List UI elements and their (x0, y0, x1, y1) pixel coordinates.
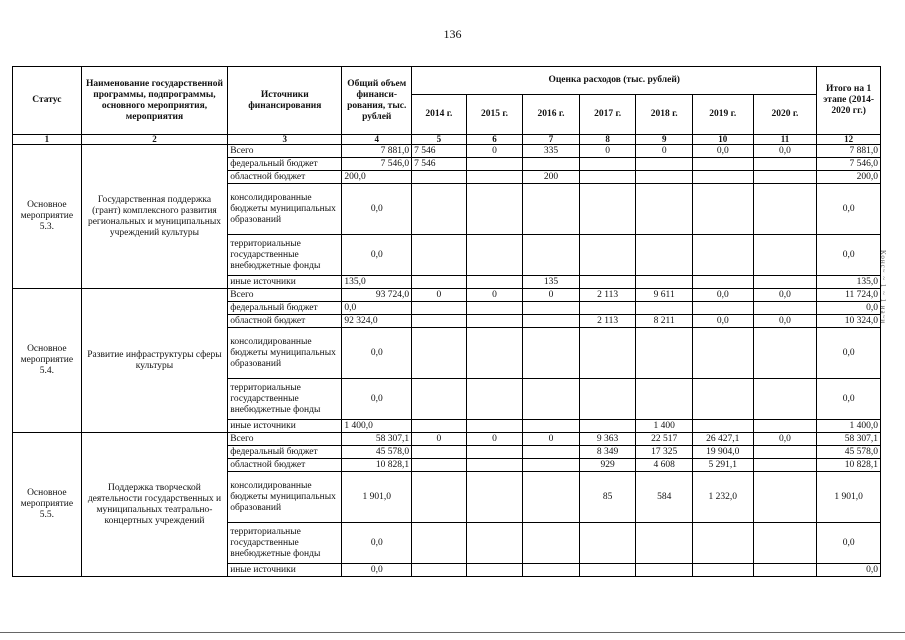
header-year-2016: 2016 г. (523, 95, 580, 135)
final-cell: 58 307,1 (817, 433, 881, 446)
header-final: Итого на 1 этапе (2014-2020 гг.) (817, 67, 881, 135)
year-2016-cell (523, 158, 580, 171)
year-2019-cell (692, 158, 753, 171)
year-2018-cell (636, 184, 693, 235)
year-2015-cell (466, 564, 523, 577)
source-cell: Всего (228, 145, 342, 158)
measure-name-cell: Развитие инфраструктуры сферы культуры (81, 289, 228, 433)
year-2018-cell (636, 523, 693, 564)
source-cell: территориальные государственные внебюджетные фонды (228, 523, 342, 564)
year-2014-cell (412, 523, 467, 564)
final-cell: 45 578,0 (817, 446, 881, 459)
page-bottom-edge (0, 632, 905, 633)
year-2014-cell (412, 459, 467, 472)
column-number: 8 (579, 135, 636, 145)
year-2019-cell (692, 328, 753, 379)
year-2018-cell: 4 608 (636, 459, 693, 472)
year-2019-cell (692, 302, 753, 315)
year-2016-cell: 0 (523, 433, 580, 446)
year-2020-cell (753, 420, 817, 433)
year-2015-cell (466, 184, 523, 235)
year-2019-cell: 0,0 (692, 315, 753, 328)
column-number: 2 (81, 135, 228, 145)
year-2016-cell (523, 564, 580, 577)
total-cell: 0,0 (342, 564, 412, 577)
year-2019-cell (692, 184, 753, 235)
source-cell: областной бюджет (228, 315, 342, 328)
year-2017-cell (579, 276, 636, 289)
year-2020-cell (753, 235, 817, 276)
final-cell: 7 546,0 (817, 158, 881, 171)
header-name: Наименование государственной программы, подпрограммы, основного мероприятия, мероприятия (81, 67, 228, 135)
column-number: 10 (692, 135, 753, 145)
year-2014-cell: 7 546 (412, 158, 467, 171)
header-status: Статус (13, 67, 82, 135)
year-2018-cell (636, 328, 693, 379)
year-2019-cell (692, 564, 753, 577)
status-cell: Основное мероприятие 5.3. (13, 145, 82, 289)
total-cell: 10 828,1 (342, 459, 412, 472)
year-2017-cell (579, 379, 636, 420)
total-cell: 92 324,0 (342, 315, 412, 328)
year-2015-cell (466, 523, 523, 564)
year-2015-cell: 0 (466, 289, 523, 302)
year-2017-cell: 85 (579, 472, 636, 523)
year-2015-cell: 0 (466, 145, 523, 158)
column-number: 4 (342, 135, 412, 145)
year-2018-cell: 17 325 (636, 446, 693, 459)
year-2015-cell (466, 276, 523, 289)
source-cell: Всего (228, 433, 342, 446)
year-2015-cell (466, 171, 523, 184)
source-cell: федеральный бюджет (228, 302, 342, 315)
year-2017-cell (579, 328, 636, 379)
year-2018-cell (636, 171, 693, 184)
total-cell: 135,0 (342, 276, 412, 289)
year-2015-cell (466, 420, 523, 433)
final-cell: 200,0 (817, 171, 881, 184)
year-2019-cell (692, 276, 753, 289)
header-year-2014: 2014 г. (412, 95, 467, 135)
source-cell: Всего (228, 289, 342, 302)
year-2017-cell: 2 113 (579, 315, 636, 328)
year-2019-cell: 26 427,1 (692, 433, 753, 446)
final-cell: 0,0 (817, 235, 881, 276)
total-cell: 7 546,0 (342, 158, 412, 171)
header-total: Общий объем финанси-рования, тыс. рублей (342, 67, 412, 135)
table-row (13, 289, 881, 302)
total-cell: 45 578,0 (342, 446, 412, 459)
total-cell: 0,0 (342, 235, 412, 276)
year-2018-cell (636, 302, 693, 315)
year-2015-cell (466, 235, 523, 276)
year-2014-cell (412, 315, 467, 328)
year-2017-cell: 9 363 (579, 433, 636, 446)
year-2015-cell (466, 315, 523, 328)
final-cell: 10 324,0 (817, 315, 881, 328)
source-cell: иные источники (228, 420, 342, 433)
year-2020-cell (753, 328, 817, 379)
source-cell: областной бюджет (228, 459, 342, 472)
year-2016-cell: 135 (523, 276, 580, 289)
source-cell: территориальные государственные внебюджетные фонды (228, 235, 342, 276)
year-2017-cell (579, 420, 636, 433)
column-number: 9 (636, 135, 693, 145)
measure-name-cell: Государственная поддержка (грант) комплексного развития региональных и муниципальных учреждений культуры (81, 145, 228, 289)
margin-handwritten-note: Конс~ ~ 1 ~ 1 иа~и (879, 250, 887, 325)
year-2020-cell: 0,0 (753, 315, 817, 328)
final-cell: 0,0 (817, 564, 881, 577)
total-cell: 0,0 (342, 184, 412, 235)
total-cell: 1 400,0 (342, 420, 412, 433)
source-cell: федеральный бюджет (228, 158, 342, 171)
year-2017-cell: 929 (579, 459, 636, 472)
total-cell: 1 901,0 (342, 472, 412, 523)
year-2020-cell (753, 446, 817, 459)
final-cell: 0,0 (817, 302, 881, 315)
source-cell: консолидированные бюджеты муниципальных образований (228, 328, 342, 379)
header-year-2020: 2020 г. (753, 95, 817, 135)
measure-name-cell: Поддержка творческой деятельности государственных и муниципальных театрально-концертных учреждений (81, 433, 228, 577)
year-2020-cell (753, 564, 817, 577)
year-2014-cell (412, 564, 467, 577)
source-cell: областной бюджет (228, 171, 342, 184)
final-cell: 1 901,0 (817, 472, 881, 523)
year-2014-cell (412, 328, 467, 379)
source-cell: консолидированные бюджеты муниципальных образований (228, 472, 342, 523)
status-cell: Основное мероприятие 5.5. (13, 433, 82, 577)
year-2019-cell: 19 904,0 (692, 446, 753, 459)
year-2015-cell (466, 379, 523, 420)
year-2014-cell: 0 (412, 433, 467, 446)
year-2014-cell (412, 446, 467, 459)
total-cell: 7 881,0 (342, 145, 412, 158)
column-number: 7 (523, 135, 580, 145)
total-cell: 0,0 (342, 523, 412, 564)
year-2017-cell (579, 523, 636, 564)
year-2018-cell: 0 (636, 145, 693, 158)
column-number: 6 (466, 135, 523, 145)
year-2020-cell (753, 276, 817, 289)
year-2019-cell (692, 171, 753, 184)
year-2017-cell (579, 235, 636, 276)
year-2015-cell: 0 (466, 433, 523, 446)
year-2019-cell: 1 232,0 (692, 472, 753, 523)
year-2020-cell (753, 459, 817, 472)
year-2018-cell (636, 158, 693, 171)
year-2015-cell (466, 472, 523, 523)
year-2020-cell: 0,0 (753, 145, 817, 158)
column-number: 3 (228, 135, 342, 145)
page-number: 136 (443, 27, 462, 41)
year-2014-cell (412, 171, 467, 184)
year-2014-cell (412, 472, 467, 523)
source-cell: иные источники (228, 564, 342, 577)
column-number: 12 (817, 135, 881, 145)
year-2018-cell (636, 235, 693, 276)
year-2017-cell: 8 349 (579, 446, 636, 459)
source-cell: иные источники (228, 276, 342, 289)
header-year-2019: 2019 г. (692, 95, 753, 135)
year-2019-cell: 5 291,1 (692, 459, 753, 472)
year-2020-cell (753, 184, 817, 235)
year-2015-cell (466, 158, 523, 171)
year-2018-cell: 584 (636, 472, 693, 523)
year-2017-cell: 2 113 (579, 289, 636, 302)
total-cell: 0,0 (342, 302, 412, 315)
year-2016-cell (523, 472, 580, 523)
year-2017-cell (579, 564, 636, 577)
final-cell: 1 400,0 (817, 420, 881, 433)
year-2019-cell: 0,0 (692, 289, 753, 302)
year-2020-cell (753, 472, 817, 523)
total-cell: 58 307,1 (342, 433, 412, 446)
financing-table (12, 66, 881, 577)
year-2018-cell: 9 611 (636, 289, 693, 302)
year-2018-cell: 1 400 (636, 420, 693, 433)
source-cell: консолидированные бюджеты муниципальных образований (228, 184, 342, 235)
total-cell: 200,0 (342, 171, 412, 184)
final-cell: 0,0 (817, 328, 881, 379)
final-cell: 0,0 (817, 379, 881, 420)
year-2020-cell (753, 171, 817, 184)
year-2016-cell (523, 302, 580, 315)
year-2020-cell (753, 302, 817, 315)
year-2016-cell (523, 420, 580, 433)
year-2016-cell: 335 (523, 145, 580, 158)
final-cell: 7 881,0 (817, 145, 881, 158)
year-2014-cell: 0 (412, 289, 467, 302)
final-cell: 0,0 (817, 184, 881, 235)
year-2018-cell: 22 517 (636, 433, 693, 446)
year-2019-cell (692, 379, 753, 420)
final-cell: 135,0 (817, 276, 881, 289)
column-number: 11 (753, 135, 817, 145)
year-2017-cell (579, 184, 636, 235)
year-2015-cell (466, 302, 523, 315)
year-2016-cell: 200 (523, 171, 580, 184)
header-estimate: Оценка расходов (тыс. рублей) (412, 67, 817, 95)
year-2016-cell (523, 459, 580, 472)
year-2014-cell: 7 546 (412, 145, 467, 158)
table-row (13, 433, 881, 446)
year-2016-cell (523, 523, 580, 564)
year-2020-cell (753, 379, 817, 420)
source-cell: территориальные государственные внебюджетные фонды (228, 379, 342, 420)
year-2017-cell (579, 158, 636, 171)
year-2018-cell: 8 211 (636, 315, 693, 328)
year-2016-cell (523, 446, 580, 459)
status-cell: Основное мероприятие 5.4. (13, 289, 82, 433)
year-2014-cell (412, 420, 467, 433)
total-cell: 0,0 (342, 379, 412, 420)
header-year-2018: 2018 г. (636, 95, 693, 135)
year-2018-cell (636, 276, 693, 289)
year-2018-cell (636, 379, 693, 420)
year-2020-cell: 0,0 (753, 433, 817, 446)
year-2016-cell (523, 184, 580, 235)
header-year-2017: 2017 г. (579, 95, 636, 135)
year-2016-cell: 0 (523, 289, 580, 302)
total-cell: 93 724,0 (342, 289, 412, 302)
year-2019-cell (692, 235, 753, 276)
year-2014-cell (412, 379, 467, 420)
year-2016-cell (523, 315, 580, 328)
year-2018-cell (636, 564, 693, 577)
header-year-2015: 2015 г. (466, 95, 523, 135)
column-number: 5 (412, 135, 467, 145)
year-2017-cell (579, 171, 636, 184)
year-2016-cell (523, 328, 580, 379)
year-2014-cell (412, 184, 467, 235)
total-cell: 0,0 (342, 328, 412, 379)
year-2016-cell (523, 379, 580, 420)
final-cell: 11 724,0 (817, 289, 881, 302)
year-2014-cell (412, 235, 467, 276)
year-2020-cell: 0,0 (753, 289, 817, 302)
year-2017-cell: 0 (579, 145, 636, 158)
table-row (13, 145, 881, 158)
year-2019-cell (692, 523, 753, 564)
year-2019-cell (692, 420, 753, 433)
year-2015-cell (466, 328, 523, 379)
year-2015-cell (466, 459, 523, 472)
year-2014-cell (412, 276, 467, 289)
final-cell: 0,0 (817, 523, 881, 564)
final-cell: 10 828,1 (817, 459, 881, 472)
year-2014-cell (412, 302, 467, 315)
year-2015-cell (466, 446, 523, 459)
column-number: 1 (13, 135, 82, 145)
source-cell: федеральный бюджет (228, 446, 342, 459)
year-2020-cell (753, 158, 817, 171)
year-2016-cell (523, 235, 580, 276)
year-2017-cell (579, 302, 636, 315)
year-2019-cell: 0,0 (692, 145, 753, 158)
header-source: Источники финансирования (228, 67, 342, 135)
year-2020-cell (753, 523, 817, 564)
